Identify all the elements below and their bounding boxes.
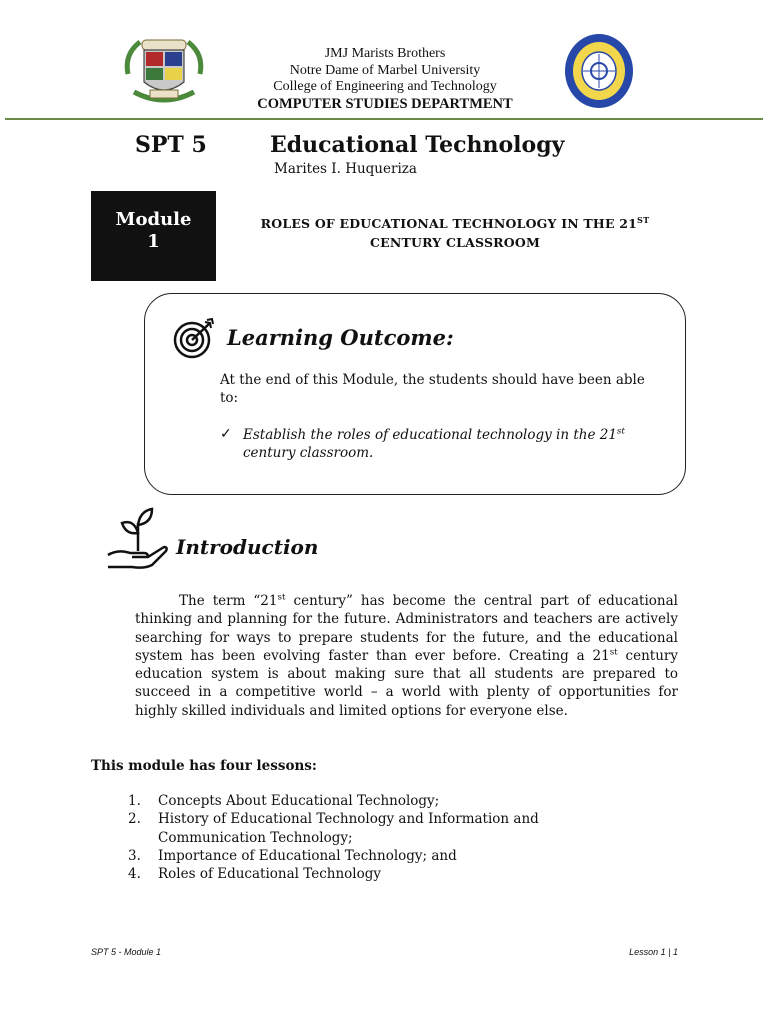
list-item-number: 1.: [128, 793, 141, 809]
list-item-text: History of Educational Technology and Information and Communication Technology;: [158, 811, 539, 846]
intro-text-3: century education system is about making sure that all students are prepared to succeed in a competitive world – a world with plenty of opportunities for highly skilled individuals and limited options for everyone else.: [135, 647, 678, 719]
module-label: Module: [115, 209, 192, 230]
header-line-3: College of Engineering and Technology: [273, 79, 497, 94]
list-item: [128, 865, 588, 883]
intro-sup-1: st: [277, 592, 286, 603]
module-title-part1: ROLES OF EDUCATIONAL TECHNOLOGY IN THE 21: [260, 216, 638, 231]
list-item-number: 4.: [128, 866, 141, 883]
introduction-heading: Introduction: [176, 535, 319, 559]
footer-page-label: Lesson 1 | 1: [629, 947, 678, 957]
learning-outcome-intro: At the end of this Module, the students should have been able to:: [220, 372, 645, 406]
institution-header: [210, 46, 560, 112]
course-title: Educational Technology: [270, 132, 565, 158]
list-item-text: Concepts About Educational Technology;: [158, 793, 440, 809]
course-code: SPT 5: [135, 132, 207, 158]
list-item-number: 3.: [128, 847, 141, 864]
introduction-paragraph: [135, 592, 678, 720]
department-name: COMPUTER STUDIES DEPARTMENT: [257, 95, 513, 112]
outcome-item-sup: st: [616, 426, 625, 437]
learning-outcome-heading: Learning Outcome:: [227, 325, 454, 350]
header-line-1: JMJ Marists Brothers: [324, 46, 446, 61]
outcome-item-part2: century classroom.: [243, 445, 374, 461]
header-line-2: Notre Dame of Marbel University: [289, 62, 481, 78]
intro-text-2: century” has become the central part of educational thinking and planning for the future. Administrators and teachers are actively searching for ways to prepare students for the future, and the educational system has been evolving faster than ever before. Creating a 21: [135, 593, 678, 664]
list-item: [128, 810, 588, 847]
header-divider: [5, 118, 763, 120]
list-item: [128, 792, 588, 810]
list-item: [128, 847, 588, 865]
learning-outcome-item: [243, 426, 663, 462]
list-item-text: Importance of Educational Technology; and: [158, 847, 457, 864]
lessons-heading: This module has four lessons:: [91, 758, 317, 774]
module-title-part2: CENTURY CLASSROOM: [369, 235, 540, 250]
college-engineering-technology-seal-icon: [563, 32, 635, 110]
plant-in-hand-icon: [104, 507, 170, 571]
module-title-sup: ST: [637, 214, 650, 225]
course-author: Marites I. Huqueriza: [274, 161, 417, 177]
footer-module-label: SPT 5 - Module 1: [91, 947, 162, 957]
list-item-text: Roles of Educational Technology: [158, 866, 381, 883]
module-title: [225, 214, 685, 252]
module-number: 1: [147, 231, 160, 252]
outcome-item-part1: Establish the roles of educational technology in the 21: [243, 427, 617, 443]
module-label-box: [91, 191, 216, 281]
check-icon: ✓: [220, 426, 232, 442]
university-seal-icon: [120, 34, 208, 110]
intro-sup-2: st: [609, 647, 618, 658]
target-icon: [172, 318, 216, 360]
intro-text-1: The term “21: [179, 593, 278, 609]
lessons-list: [128, 792, 588, 883]
list-item-number: 2.: [128, 811, 141, 828]
